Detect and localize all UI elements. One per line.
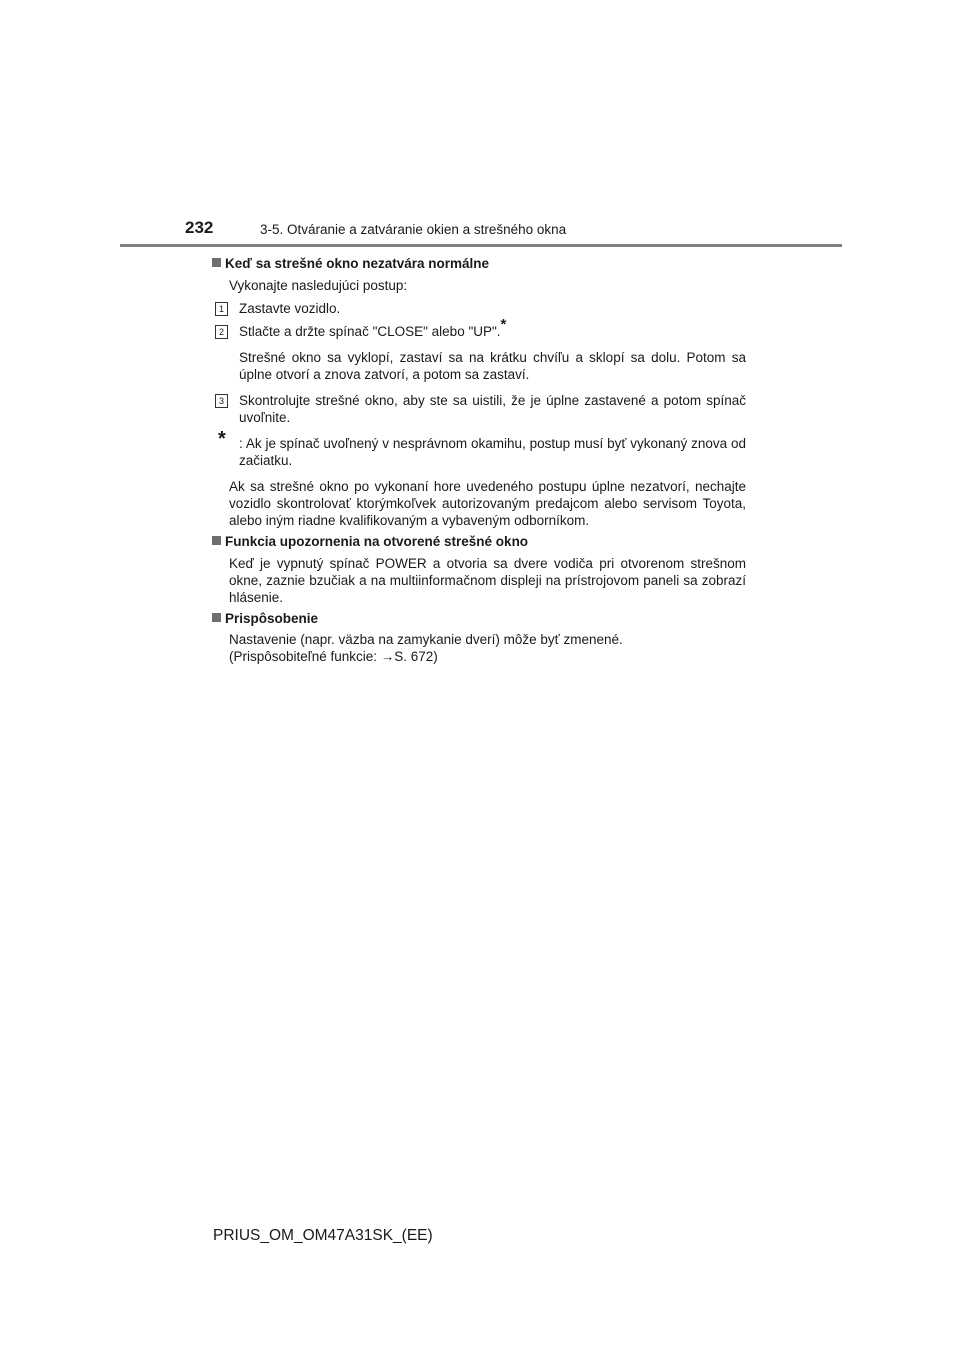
section-title-not-closing: Keď sa strešné okno nezatvára normálne xyxy=(212,255,746,272)
procedure-intro: Vykonajte nasledujúci postup: xyxy=(229,278,408,293)
customization-reference: (Prispôsobiteľné funkcie: →S. 672) xyxy=(229,649,438,664)
square-bullet-icon xyxy=(212,536,221,545)
header-rule xyxy=(120,244,842,247)
step-2-detail: Strešné okno sa vyklopí, zastaví sa na krátku chvíľu a sklopí sa dolu. Potom sa úplne otvorí a znova zatvorí, a potom sa zastaví. xyxy=(239,350,746,382)
page-content xyxy=(212,255,746,665)
step-number-box: 2 xyxy=(215,325,228,339)
square-bullet-icon xyxy=(212,258,221,267)
page-number: 232 xyxy=(185,218,214,237)
document-code: PRIUS_OM_OM47A31SK_(EE) xyxy=(213,1227,433,1244)
customization-line: Nastavenie (napr. väzba na zamykanie dverí) môže byť zmenené. xyxy=(229,632,623,647)
page-header xyxy=(185,218,605,242)
square-bullet-icon xyxy=(212,613,221,622)
asterisk-mark: * xyxy=(218,428,226,450)
step-1: 1 Zastavte vozidlo. xyxy=(212,300,746,317)
step-number-box: 3 xyxy=(215,394,228,408)
step-2: 2 Stlačte a držte spínač "CLOSE" alebo "UP".* xyxy=(212,323,746,340)
asterisk-mark: * xyxy=(500,315,507,333)
step-3: 3 Skontrolujte strešné okno, aby ste sa uistili, že je úplne zastavené a potom spínač uvoľnite. xyxy=(212,392,746,426)
warning-paragraph: Keď je vypnutý spínač POWER a otvoria sa dvere vodiča pri otvorenom strešnom okne, zaznie bzučiak a na multiinformačnom displeji na prístrojovom paneli sa zobrazí hlásenie. xyxy=(229,556,746,605)
chapter-title: 3-5. Otváranie a zatváranie okien a strešného okna xyxy=(260,222,567,237)
footnote: * : Ak je spínač uvoľnený v nesprávnom okamihu, postup musí byť vykonaný znova od začiatku. xyxy=(218,428,746,468)
section-title-open-warning: Funkcia upozornenia na otvorené strešné okno xyxy=(212,533,746,550)
note-paragraph: Ak sa strešné okno po vykonaní hore uvedeného postupu úplne nezatvorí, nechajte vozidlo skontrolovať ktorýmkoľvek autorizovaným predajcom alebo servisom Toyota, alebo iným riadne kvalifikovaným a vybaveným odborníkom. xyxy=(229,479,746,528)
section-title-customization: Prispôsobenie xyxy=(212,610,746,627)
step-number-box: 1 xyxy=(215,302,228,316)
